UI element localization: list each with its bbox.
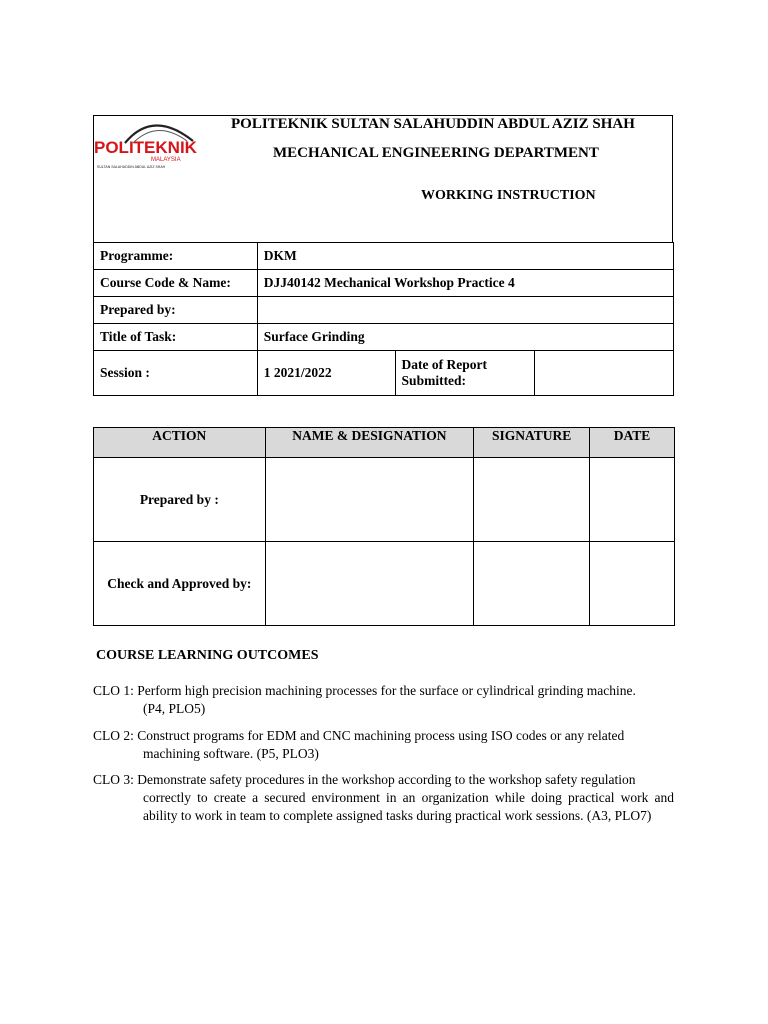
clo-item-1 [93, 682, 674, 718]
header-action: ACTION [94, 428, 266, 458]
course-info-table [93, 242, 674, 396]
clo-2-first: CLO 2: Construct programs for EDM and CNC machining process using ISO codes or any related [93, 728, 625, 743]
session-value: 1 2021/2022 [257, 351, 395, 396]
document-type: WORKING INSTRUCTION [421, 188, 596, 203]
info-row-session [94, 351, 674, 396]
department-name: MECHANICAL ENGINEERING DEPARTMENT [273, 145, 599, 161]
header-signature: SIGNATURE [474, 428, 590, 458]
info-row-course [94, 270, 674, 297]
logo-title: POLITEKNIK [94, 138, 197, 157]
clo-1-first: CLO 1: Perform high precision machining processes for the surface or cylindrical grinding machine. [93, 683, 636, 698]
date-label-line1: Date of Report [401, 357, 488, 372]
action-prepared: Prepared by : [94, 458, 266, 542]
politeknik-logo [93, 113, 211, 173]
prepared-value[interactable] [257, 297, 673, 324]
approved-name-cell[interactable] [265, 542, 474, 626]
approval-row-approved [94, 542, 675, 626]
course-label: Course Code & Name: [94, 270, 258, 297]
action-approved: Check and Approved by: [94, 542, 266, 626]
programme-value: DKM [257, 243, 673, 270]
approved-date-cell[interactable] [590, 542, 675, 626]
date-submitted-label [395, 351, 535, 396]
course-value: DJJ40142 Mechanical Workshop Practice 4 [257, 270, 673, 297]
date-submitted-value[interactable] [535, 351, 674, 396]
header-name-designation: NAME & DESIGNATION [265, 428, 474, 458]
info-row-title [94, 324, 674, 351]
programme-label: Programme: [94, 243, 258, 270]
clo-2-rest: machining software. (P5, PLO3) [143, 746, 319, 761]
logo-subtitle: MALAYSIA [151, 157, 181, 163]
clo-title: COURSE LEARNING OUTCOMES [96, 648, 319, 663]
info-row-prepared [94, 297, 674, 324]
approval-table [93, 427, 675, 626]
date-label-line2: Submitted: [401, 373, 467, 388]
clo-1-rest: (P4, PLO5) [143, 701, 206, 716]
clo-item-3 [93, 771, 674, 825]
prepared-label: Prepared by: [94, 297, 258, 324]
info-row-programme [94, 243, 674, 270]
institution-name: POLITEKNIK SULTAN SALAHUDDIN ABDUL AZIZ SHAH [231, 116, 635, 132]
logo-tagline: SULTAN SALAHUDDIN ABDUL AZIZ SHAH [97, 165, 166, 169]
header-date: DATE [590, 428, 675, 458]
prepared-name-cell[interactable] [265, 458, 474, 542]
clo-3-rest: correctly to create a secured environment in an organization while doing practical work and ability to work in team to complete assigned tasks during practical work sessions. (A3, PLO7) [143, 790, 674, 823]
session-label: Session : [94, 351, 258, 396]
prepared-signature-cell[interactable] [474, 458, 590, 542]
prepared-date-cell[interactable] [590, 458, 675, 542]
approval-row-prepared [94, 458, 675, 542]
clo-item-2 [93, 727, 674, 763]
title-label: Title of Task: [94, 324, 258, 351]
approved-signature-cell[interactable] [474, 542, 590, 626]
title-value: Surface Grinding [257, 324, 673, 351]
approval-header-row [94, 428, 675, 458]
clo-3-first: CLO 3: Demonstrate safety procedures in the workshop according to the workshop safety regulation [93, 772, 636, 787]
